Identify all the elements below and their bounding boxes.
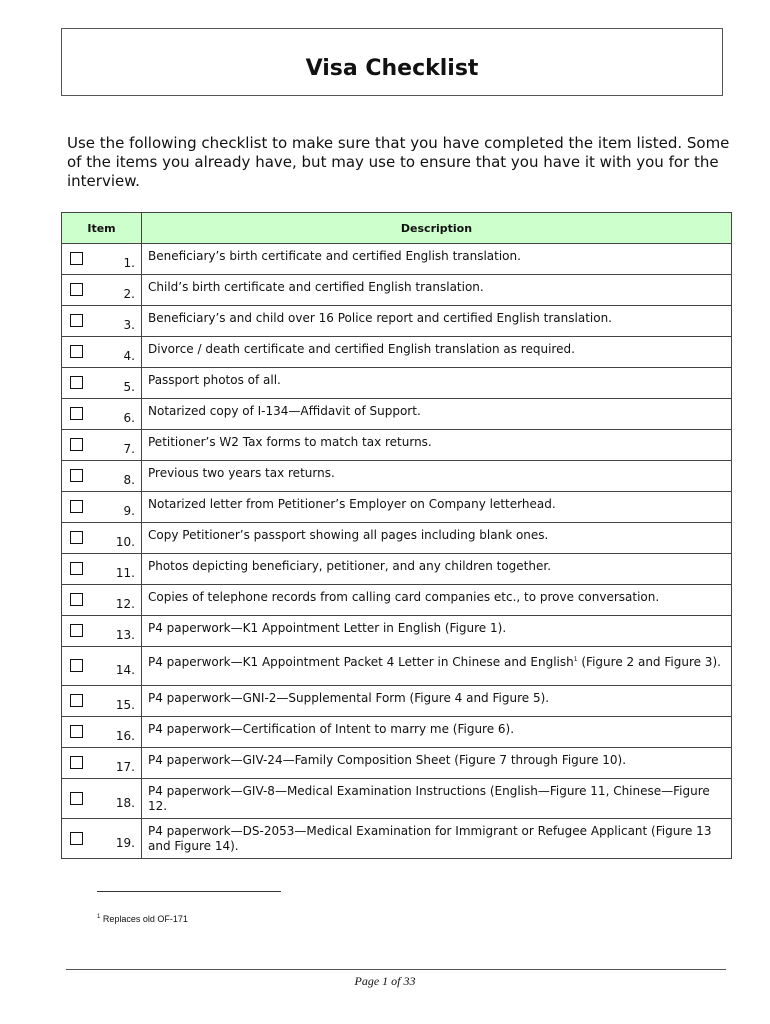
item-description: Photos depicting beneficiary, petitioner, and any children together. <box>142 554 732 585</box>
checkbox[interactable] <box>70 832 83 845</box>
checklist-row <box>62 779 732 819</box>
checkbox[interactable] <box>70 593 83 606</box>
item-number: 6. <box>123 411 135 425</box>
checkbox[interactable] <box>70 562 83 575</box>
item-cell <box>62 585 142 616</box>
item-cell <box>62 244 142 275</box>
item-cell <box>62 306 142 337</box>
checklist-row <box>62 686 732 717</box>
intro-paragraph: Use the following checklist to make sure that you have completed the item listed. Some of the items you already have, but may use to ensure that you have it with you for the interview. <box>67 134 730 190</box>
item-cell <box>62 554 142 585</box>
item-number: 7. <box>123 442 135 456</box>
item-number: 16. <box>115 729 135 743</box>
checklist-table <box>61 212 732 859</box>
item-cell <box>62 616 142 647</box>
item-cell <box>62 523 142 554</box>
checkbox[interactable] <box>70 283 83 296</box>
item-number: 13. <box>115 628 135 642</box>
checklist-row <box>62 337 732 368</box>
item-number: 9. <box>123 504 135 518</box>
checklist-row <box>62 523 732 554</box>
checkbox[interactable] <box>70 252 83 265</box>
item-description-text-continued: (Figure 2 and Figure 3). <box>577 655 721 669</box>
item-cell <box>62 717 142 748</box>
item-description: P4 paperwork—K1 Appointment Letter in English (Figure 1). <box>142 616 732 647</box>
item-number: 11. <box>115 566 135 580</box>
checkbox[interactable] <box>70 624 83 637</box>
checkbox[interactable] <box>70 531 83 544</box>
checkbox[interactable] <box>70 345 83 358</box>
checklist-row <box>62 275 732 306</box>
checklist-row <box>62 244 732 275</box>
table-header-row <box>62 213 732 244</box>
item-description: Passport photos of all. <box>142 368 732 399</box>
item-number: 17. <box>115 760 135 774</box>
item-cell <box>62 779 142 819</box>
page-number: Page 1 of 33 <box>354 974 416 988</box>
item-description <box>142 647 732 686</box>
checklist-row <box>62 819 732 859</box>
checkbox[interactable] <box>70 314 83 327</box>
item-description: Previous two years tax returns. <box>142 461 732 492</box>
item-number: 12. <box>115 597 135 611</box>
item-number: 15. <box>115 698 135 712</box>
checklist-row <box>62 430 732 461</box>
item-number: 14. <box>115 663 135 677</box>
checklist-row <box>62 554 732 585</box>
item-description: Child’s birth certificate and certified English translation. <box>142 275 732 306</box>
item-number: 4. <box>123 349 135 363</box>
checkbox[interactable] <box>70 376 83 389</box>
item-description: P4 paperwork—DS-2053—Medical Examination for Immigrant or Refugee Applicant (Figure 13 and Figure 14). <box>142 819 732 859</box>
checklist-row <box>62 748 732 779</box>
item-number: 1. <box>123 256 135 270</box>
item-cell <box>62 368 142 399</box>
item-description-text: P4 paperwork—K1 Appointment Packet 4 Letter in Chinese and English <box>148 655 574 669</box>
description-column-header: Description <box>142 213 732 244</box>
footnote <box>97 914 188 924</box>
checkbox[interactable] <box>70 438 83 451</box>
item-description: Beneficiary’s and child over 16 Police report and certified English translation. <box>142 306 732 337</box>
item-cell <box>62 647 142 686</box>
item-description: Notarized letter from Petitioner’s Employer on Company letterhead. <box>142 492 732 523</box>
item-description: Petitioner’s W2 Tax forms to match tax returns. <box>142 430 732 461</box>
item-description: Beneficiary’s birth certificate and certified English translation. <box>142 244 732 275</box>
checkbox[interactable] <box>70 694 83 707</box>
checklist-row <box>62 492 732 523</box>
checkbox[interactable] <box>70 469 83 482</box>
item-cell <box>62 399 142 430</box>
title-box <box>61 28 723 96</box>
checklist-row <box>62 461 732 492</box>
footnote-number: 1 <box>97 914 101 920</box>
item-cell <box>62 275 142 306</box>
footnote-marker: 1 <box>573 656 578 663</box>
item-description: P4 paperwork—GIV-8—Medical Examination Instructions (English—Figure 11, Chinese—Figure 12. <box>142 779 732 819</box>
item-number: 2. <box>123 287 135 301</box>
item-number: 8. <box>123 473 135 487</box>
item-cell <box>62 337 142 368</box>
item-description: P4 paperwork—GNI-2—Supplemental Form (Figure 4 and Figure 5). <box>142 686 732 717</box>
checklist-row <box>62 306 732 337</box>
checklist-row <box>62 368 732 399</box>
checkbox[interactable] <box>70 792 83 805</box>
footer-divider <box>66 969 726 970</box>
item-number: 18. <box>115 795 135 810</box>
checkbox[interactable] <box>70 407 83 420</box>
checkbox[interactable] <box>70 659 83 672</box>
page-title: Visa Checklist <box>305 55 479 81</box>
footnote-text: Replaces old OF-171 <box>102 914 188 924</box>
checkbox[interactable] <box>70 500 83 513</box>
checkbox[interactable] <box>70 756 83 769</box>
item-cell <box>62 748 142 779</box>
checklist-row <box>62 585 732 616</box>
item-column-header: Item <box>62 213 142 244</box>
checklist-row <box>62 647 732 686</box>
checklist-row <box>62 399 732 430</box>
item-number: 3. <box>123 318 135 332</box>
checkbox[interactable] <box>70 725 83 738</box>
item-cell <box>62 430 142 461</box>
item-description: P4 paperwork—GIV-24—Family Composition Sheet (Figure 7 through Figure 10). <box>142 748 732 779</box>
item-cell <box>62 686 142 717</box>
item-description: Notarized copy of I-134—Affidavit of Support. <box>142 399 732 430</box>
footnote-separator <box>97 891 281 892</box>
item-number: 19. <box>115 835 135 850</box>
item-description: Divorce / death certificate and certified English translation as required. <box>142 337 732 368</box>
checklist-row <box>62 616 732 647</box>
checklist-row <box>62 717 732 748</box>
item-cell <box>62 819 142 859</box>
item-number: 10. <box>115 535 135 549</box>
item-description: Copies of telephone records from calling card companies etc., to prove conversation. <box>142 585 732 616</box>
item-description: Copy Petitioner’s passport showing all pages including blank ones. <box>142 523 732 554</box>
item-number: 5. <box>123 380 135 394</box>
item-description: P4 paperwork—Certification of Intent to marry me (Figure 6). <box>142 717 732 748</box>
item-cell <box>62 492 142 523</box>
item-cell <box>62 461 142 492</box>
